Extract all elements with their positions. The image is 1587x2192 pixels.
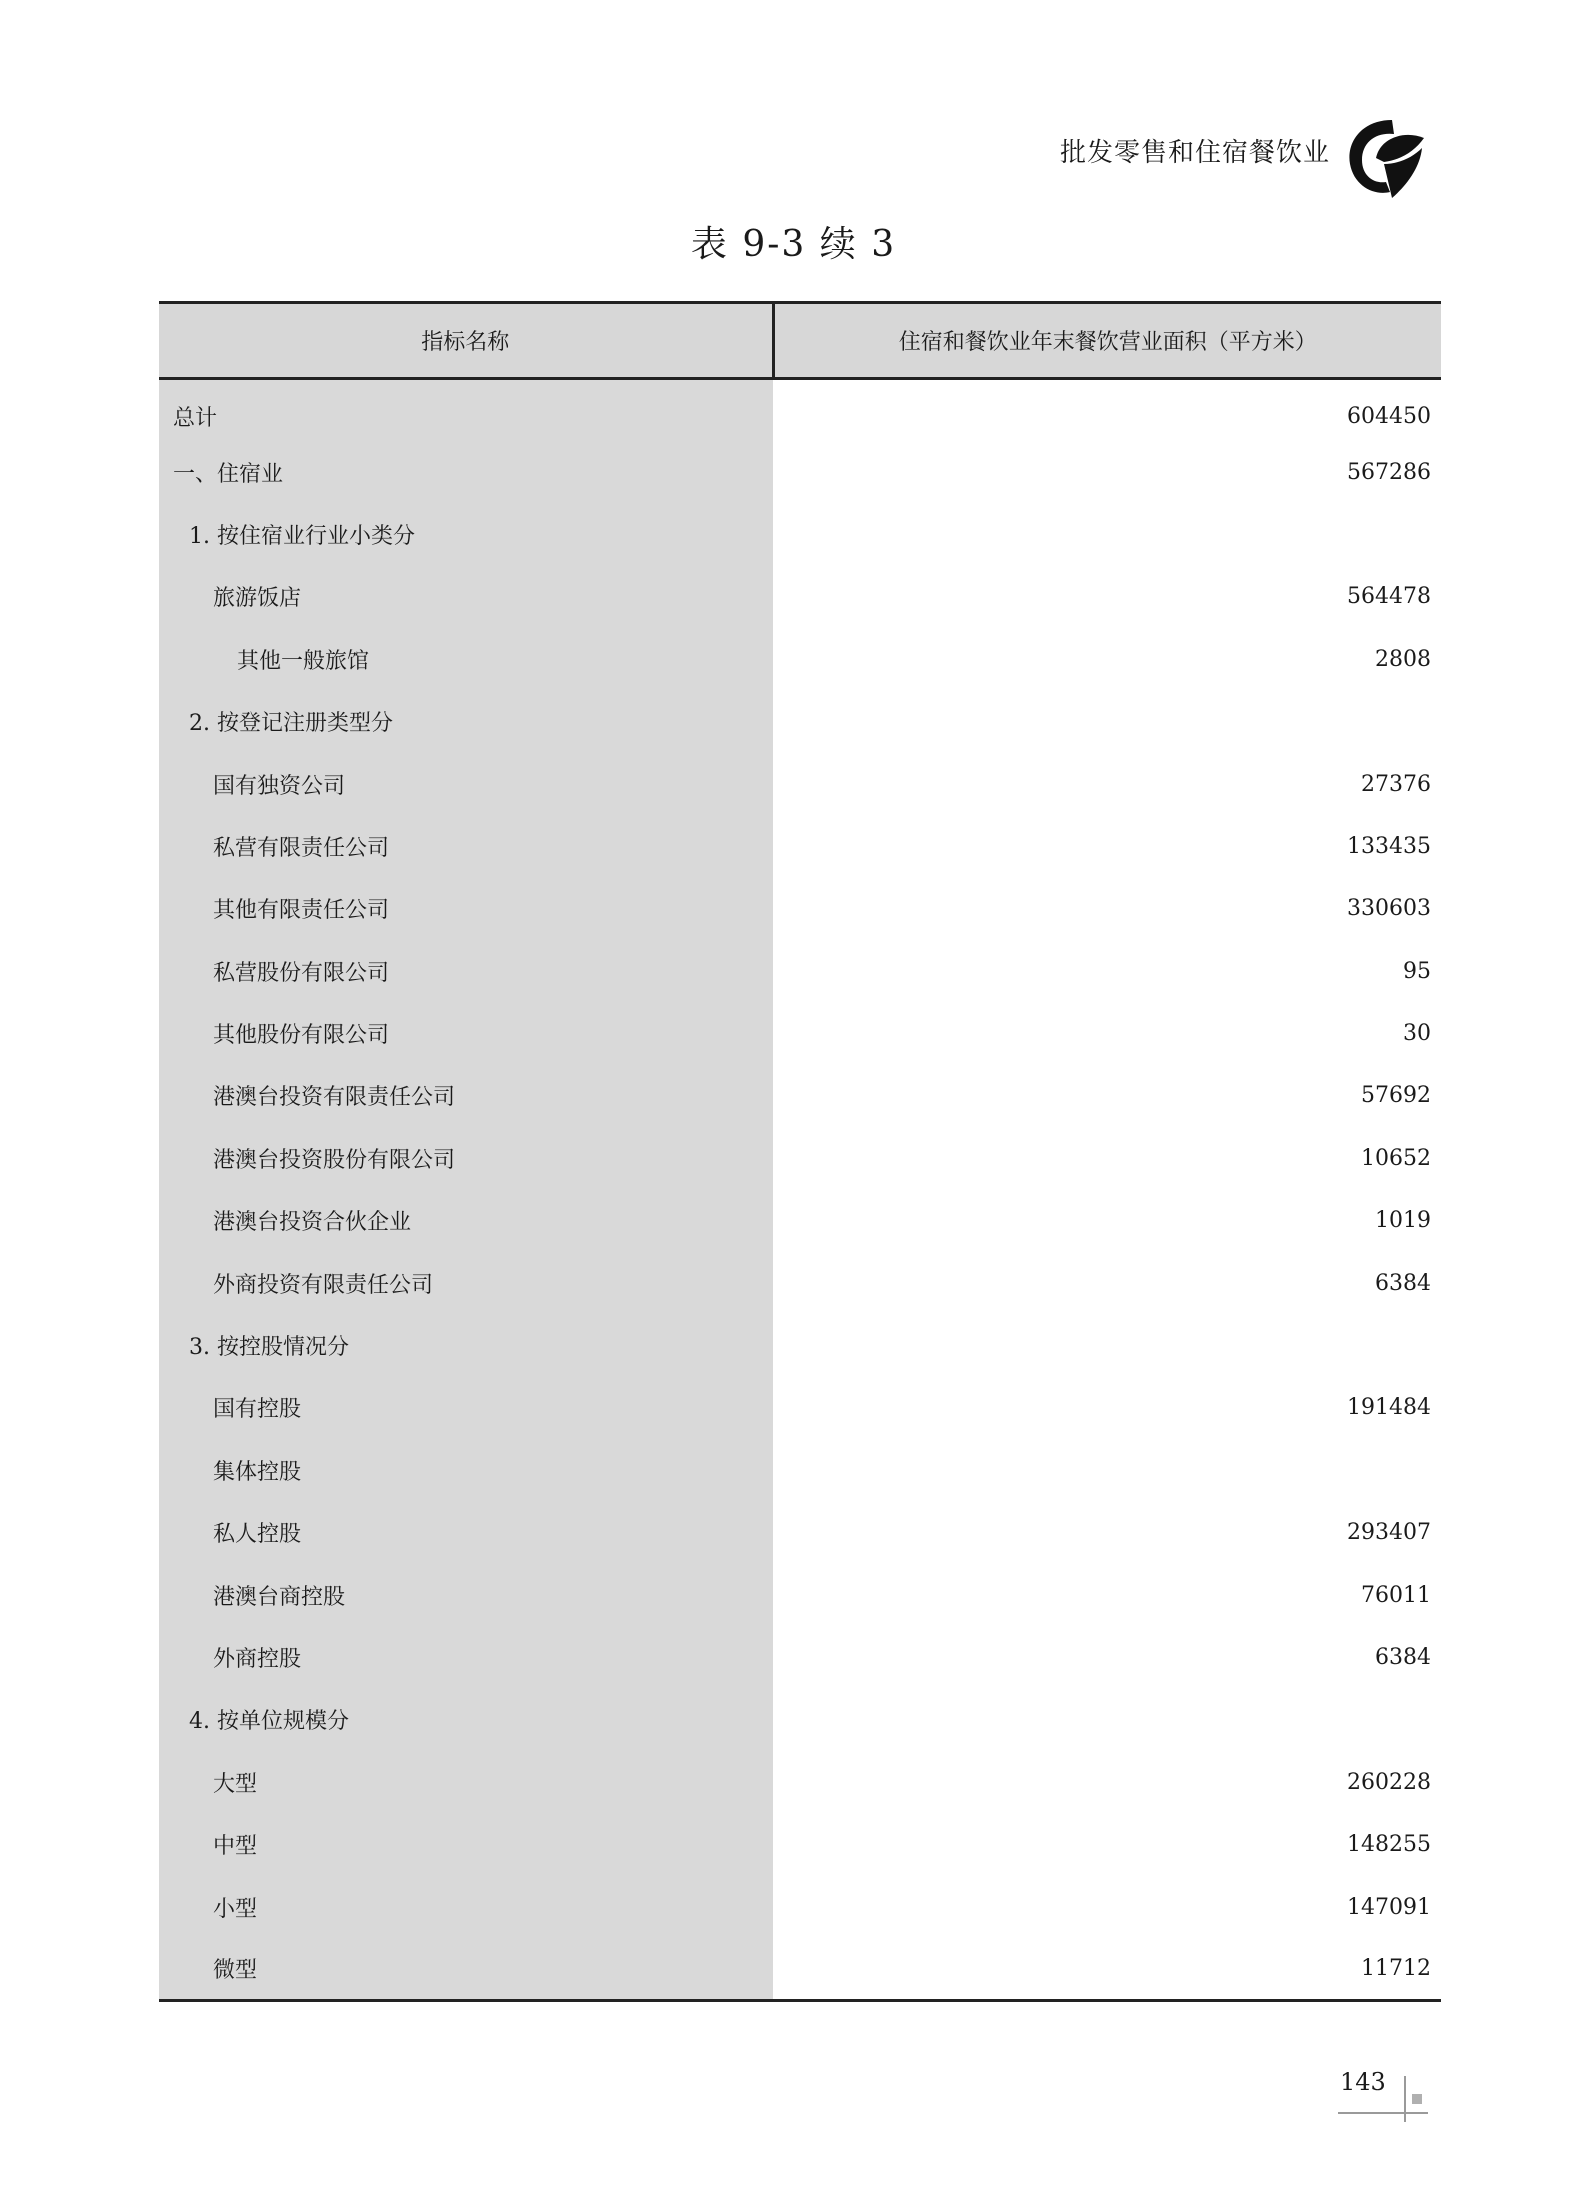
table-row [159, 753, 1441, 815]
row-area-value [773, 1439, 1441, 1501]
statistics-table-container [159, 301, 1441, 2002]
table-header-row [159, 303, 1441, 379]
table-row [159, 1065, 1441, 1127]
row-area-value: 147091 [773, 1876, 1441, 1938]
table-row [159, 1002, 1441, 1064]
table-row [159, 1252, 1441, 1314]
table-row [159, 1938, 1441, 2000]
row-area-value [773, 503, 1441, 565]
row-indicator-name: 一、住宿业 [159, 441, 773, 503]
footer-square-icon [1412, 2094, 1422, 2104]
table-row [159, 878, 1441, 940]
table-row [159, 1751, 1441, 1813]
row-area-value: 95 [773, 940, 1441, 1002]
table-row [159, 566, 1441, 628]
table-row [159, 379, 1441, 441]
row-indicator-name: 其他股份有限公司 [159, 1002, 773, 1064]
row-area-value: 27376 [773, 753, 1441, 815]
row-area-value: 604450 [773, 379, 1441, 441]
row-indicator-name: 港澳台投资股份有限公司 [159, 1127, 773, 1189]
row-area-value: 260228 [773, 1751, 1441, 1813]
row-area-value: 1019 [773, 1190, 1441, 1252]
page-number: 143 [1340, 2068, 1386, 2096]
row-area-value: 6384 [773, 1626, 1441, 1688]
row-indicator-name: 其他有限责任公司 [159, 878, 773, 940]
row-indicator-name: 4. 按单位规模分 [159, 1689, 773, 1751]
table-row [159, 690, 1441, 752]
row-area-value: 133435 [773, 815, 1441, 877]
row-indicator-name: 中型 [159, 1813, 773, 1875]
row-indicator-name: 小型 [159, 1876, 773, 1938]
row-area-value [773, 690, 1441, 752]
table-row [159, 1314, 1441, 1376]
table-row [159, 1813, 1441, 1875]
table-row [159, 441, 1441, 503]
row-indicator-name: 旅游饭店 [159, 566, 773, 628]
row-area-value: 76011 [773, 1564, 1441, 1626]
row-area-value: 57692 [773, 1065, 1441, 1127]
table-row [159, 940, 1441, 1002]
row-indicator-name: 3. 按控股情况分 [159, 1314, 773, 1376]
row-indicator-name: 外商控股 [159, 1626, 773, 1688]
row-area-value: 191484 [773, 1377, 1441, 1439]
row-indicator-name: 外商投资有限责任公司 [159, 1252, 773, 1314]
table-row [159, 628, 1441, 690]
table-row [159, 1127, 1441, 1189]
table-row [159, 1876, 1441, 1938]
statistics-table [159, 301, 1441, 2002]
row-area-value: 564478 [773, 566, 1441, 628]
row-indicator-name: 1. 按住宿业行业小类分 [159, 503, 773, 565]
row-area-value: 567286 [773, 441, 1441, 503]
row-indicator-name: 集体控股 [159, 1439, 773, 1501]
table-row [159, 1190, 1441, 1252]
table-row [159, 1626, 1441, 1688]
row-indicator-name: 2. 按登记注册类型分 [159, 690, 773, 752]
row-indicator-name: 私人控股 [159, 1502, 773, 1564]
row-area-value: 148255 [773, 1813, 1441, 1875]
row-indicator-name: 微型 [159, 1938, 773, 2000]
running-header: 批发零售和住宿餐饮业 [1059, 138, 1330, 168]
row-indicator-name: 港澳台商控股 [159, 1564, 773, 1626]
row-indicator-name: 国有独资公司 [159, 753, 773, 815]
table-body [159, 379, 1441, 2001]
footer-rule [1338, 2112, 1428, 2114]
row-indicator-name: 港澳台投资有限责任公司 [159, 1065, 773, 1127]
publisher-logo-icon [1340, 112, 1430, 202]
row-area-value: 293407 [773, 1502, 1441, 1564]
row-area-value: 2808 [773, 628, 1441, 690]
row-area-value: 30 [773, 1002, 1441, 1064]
table-row [159, 1689, 1441, 1751]
table-row [159, 815, 1441, 877]
table-row [159, 1564, 1441, 1626]
footer-rule-vertical [1404, 2076, 1406, 2122]
row-indicator-name: 私营股份有限公司 [159, 940, 773, 1002]
table-row [159, 1377, 1441, 1439]
row-indicator-name: 总计 [159, 379, 773, 441]
row-indicator-name: 大型 [159, 1751, 773, 1813]
column-header-area: 住宿和餐饮业年末餐饮营业面积（平方米） [773, 303, 1441, 379]
row-indicator-name: 国有控股 [159, 1377, 773, 1439]
row-area-value: 330603 [773, 878, 1441, 940]
column-header-indicator: 指标名称 [159, 303, 773, 379]
row-area-value [773, 1689, 1441, 1751]
row-indicator-name: 其他一般旅馆 [159, 628, 773, 690]
table-row [159, 503, 1441, 565]
row-area-value [773, 1314, 1441, 1376]
table-row [159, 1439, 1441, 1501]
table-title: 表 9-3 续 3 [690, 224, 897, 265]
row-indicator-name: 私营有限责任公司 [159, 815, 773, 877]
row-area-value: 6384 [773, 1252, 1441, 1314]
row-indicator-name: 港澳台投资合伙企业 [159, 1190, 773, 1252]
table-row [159, 1502, 1441, 1564]
row-area-value: 11712 [773, 1938, 1441, 2000]
row-area-value: 10652 [773, 1127, 1441, 1189]
